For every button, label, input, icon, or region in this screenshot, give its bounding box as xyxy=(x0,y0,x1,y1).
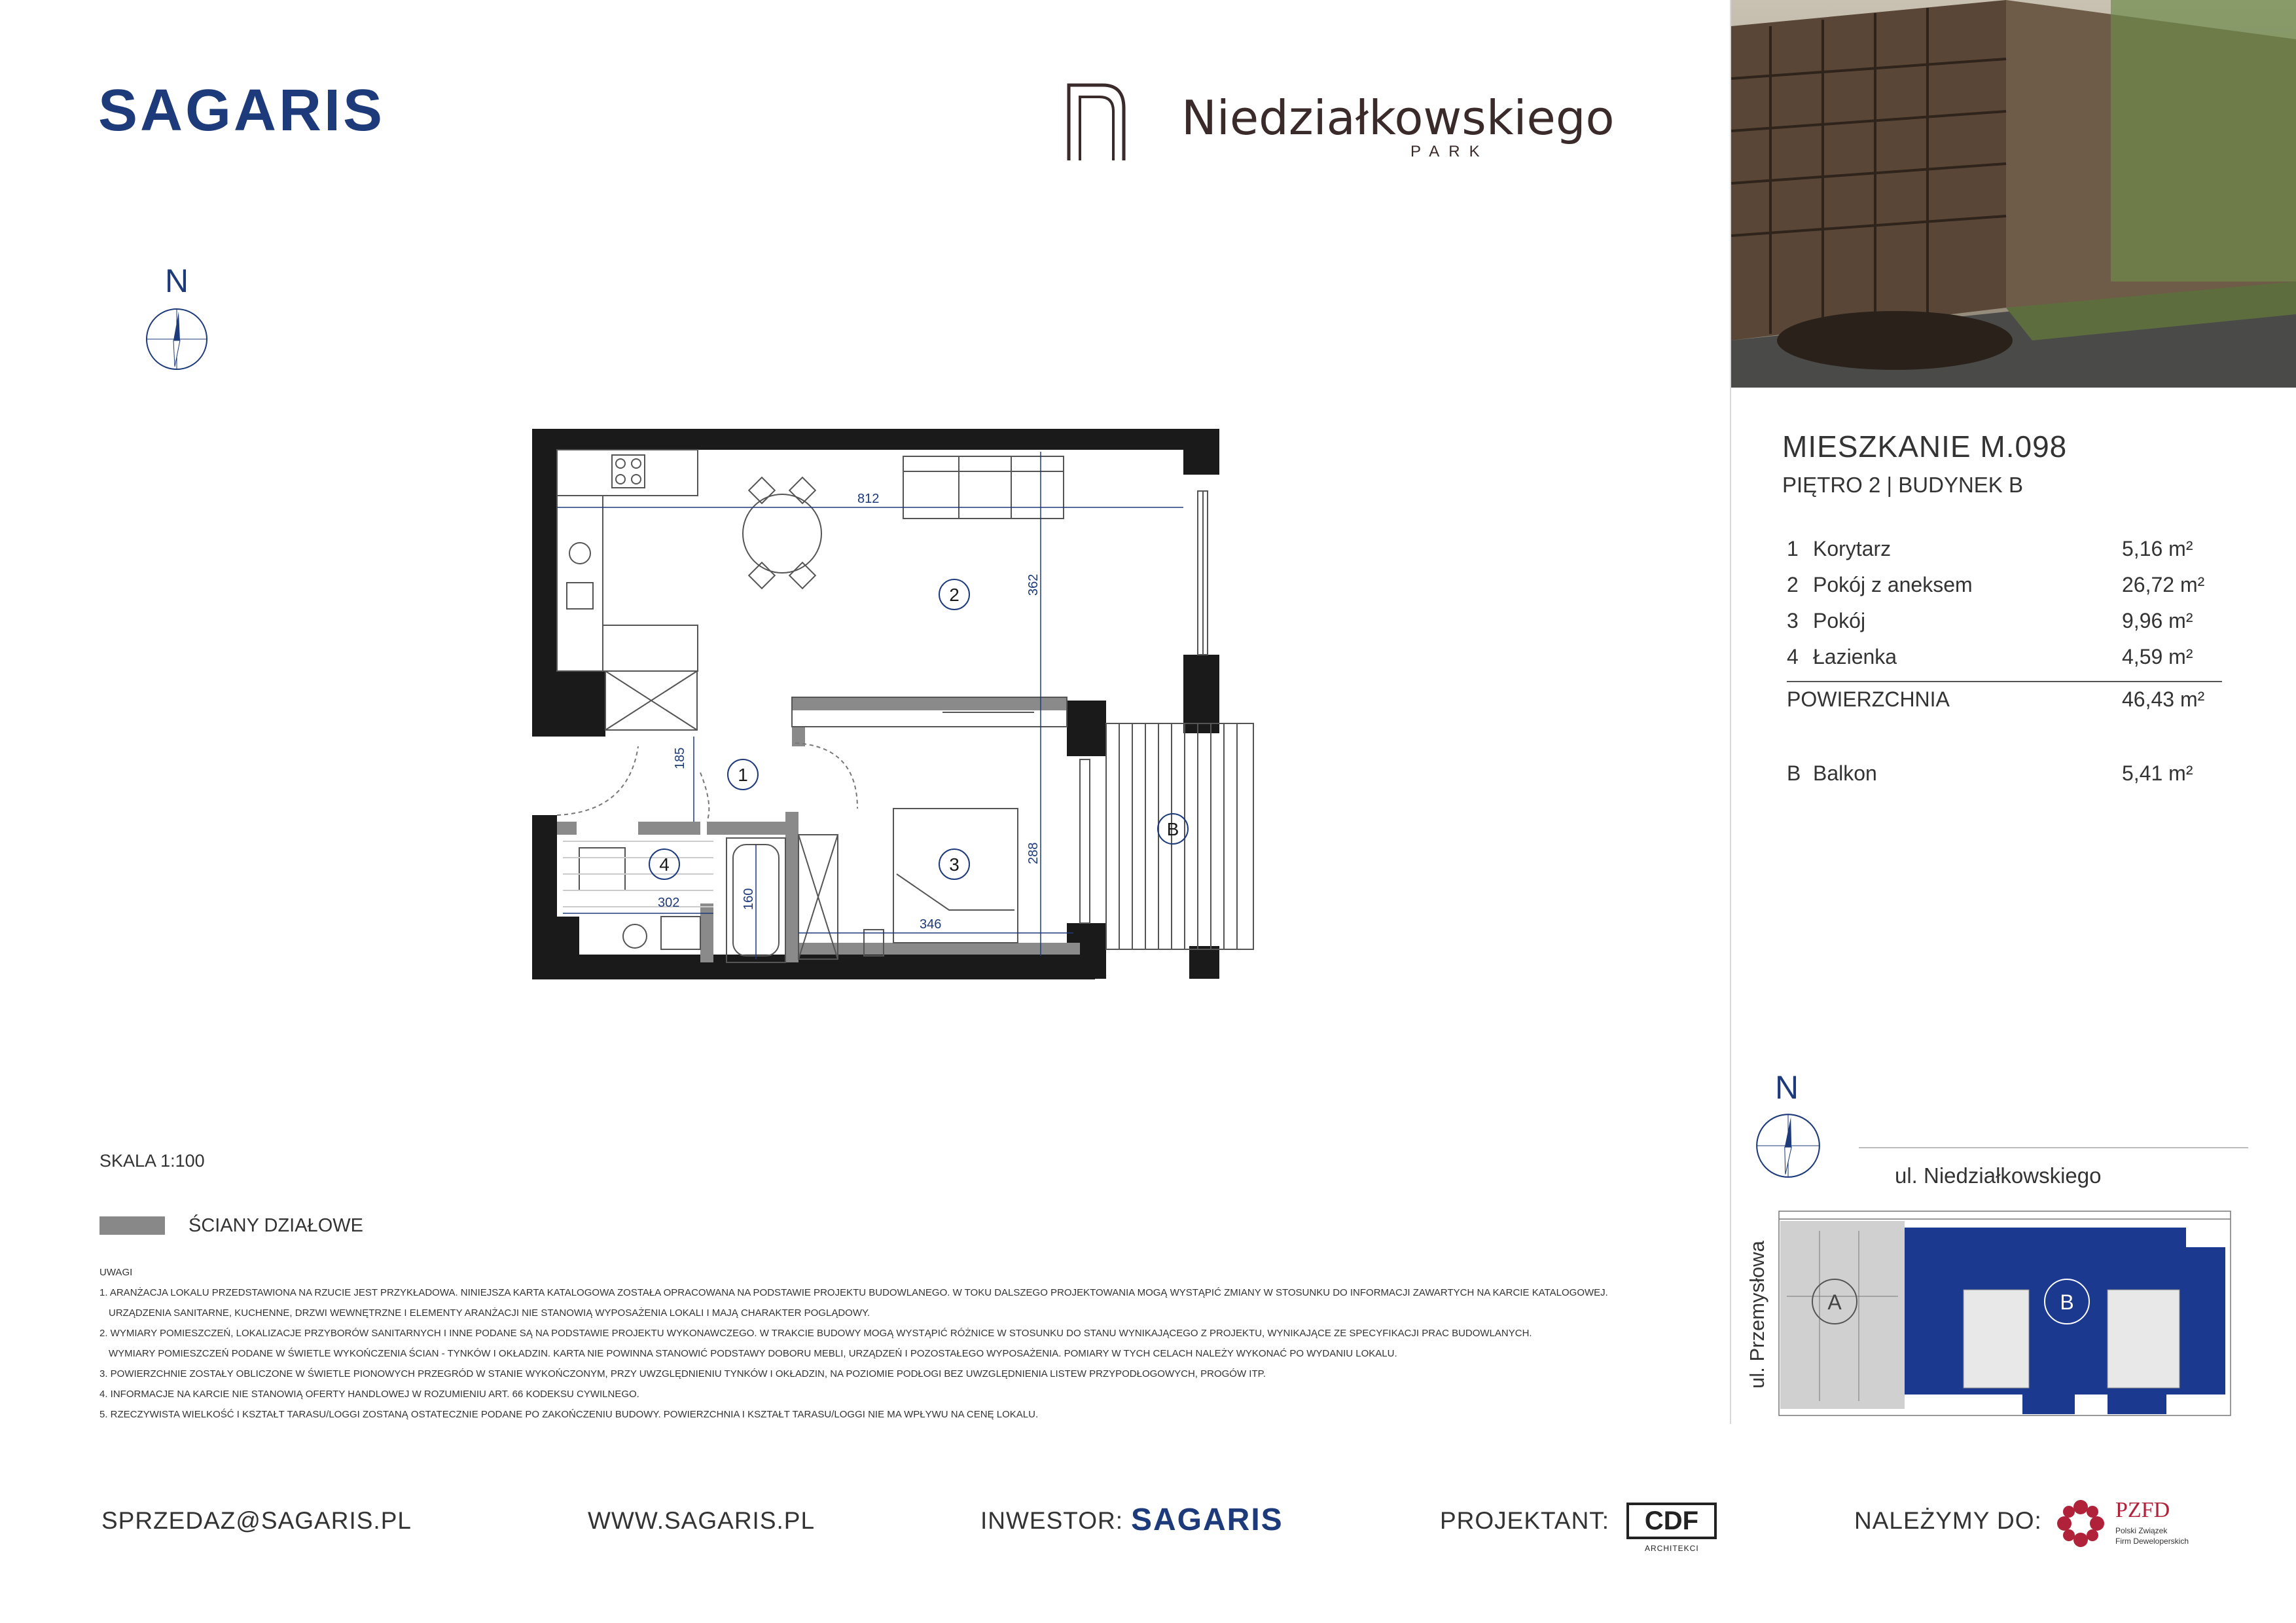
member-label: NALEŻYMY DO: xyxy=(1854,1507,2042,1534)
room-name: Korytarz xyxy=(1813,537,1892,560)
room-row xyxy=(1787,609,2222,645)
room-row xyxy=(1787,537,2222,573)
pzfd-name: PZFD xyxy=(2115,1498,2170,1522)
dim-label: 288 xyxy=(1026,842,1041,864)
balcony-name: Balkon xyxy=(1813,761,1877,785)
site-compass-label: N xyxy=(1775,1069,1799,1106)
balcony-no: B xyxy=(1787,761,1801,785)
balcony-area: 5,41 m² xyxy=(2122,761,2193,785)
balcony xyxy=(1106,723,1253,949)
project-logo-mark xyxy=(1064,79,1129,164)
note-line: 3. POWIERZCHNIE ZOSTAŁY OBLICZONE W ŚWIETLE PIONOWYCH PRZEGRÓD W STANIE WYKOŃCZONYM, PRZY UWZGLĘDNIENIU TYNKÓW I OKŁADZIN, NA POZIOMIE PODŁOGI BEZ UWZGLĘDNIENIA LISTEW PRZYPODŁOGOWYCH, PROGÓW ITP. xyxy=(99,1368,1266,1379)
site-compass xyxy=(1754,1068,1826,1180)
note-line: WYMIARY POMIESZCZEŃ PODANE W ŚWIETLE WYKOŃCZENIA ŚCIAN - TYNKÓW I OKŁADZIN. KARTA NIE POWINNA STANOWIĆ PODSTAWY DOBORU MEBLI, URZĄDZEŃ I POZOSTAŁEGO WYPOSAŻENIA. POMIARY W TYCH CELACH NALEŻY WYKONAĆ PO WYDANIU LOKALU. xyxy=(109,1348,1397,1359)
room-name: Łazienka xyxy=(1813,645,1897,668)
designer-name: CDF xyxy=(1644,1506,1699,1535)
apartment-subtitle: PIĘTRO 2 | BUDYNEK B xyxy=(1782,473,2023,497)
legend-swatch xyxy=(99,1216,165,1235)
street-top-label: ul. Niedziałkowskiego xyxy=(1895,1163,2102,1188)
room-no: 1 xyxy=(1787,537,1799,560)
room-marker-1: 1 xyxy=(738,765,748,785)
room-no: 3 xyxy=(1787,609,1799,632)
compass-icon xyxy=(1754,1112,1822,1180)
building-b-label: B xyxy=(2060,1290,2074,1314)
scale-label: SKALA 1:100 xyxy=(99,1151,205,1171)
designer-sub: ARCHITEKCI xyxy=(1645,1544,1699,1553)
notes-heading: UWAGI xyxy=(99,1267,133,1278)
room-marker-4: 4 xyxy=(659,854,670,875)
compass-label: N xyxy=(165,263,189,299)
total-area: 46,43 m² xyxy=(2122,687,2205,711)
room-area: 9,96 m² xyxy=(2122,609,2193,632)
room-name: Pokój xyxy=(1813,609,1866,632)
note-line: 2. WYMIARY POMIESZCZEŃ, LOKALIZACJE PRZYBORÓW SANITARNYCH I INNE PODANE SĄ NA PODSTAWIE PROJEKTU WYKONAWCZEGO. W TRAKCIE BUDOWY MOGĄ WYSTĄPIĆ RÓŻNICE W STOSUNKU DO STANU WYNIKAJĄCEGO Z PROJEKTU, WYNIKAJĄCE ZE SPECYFIKACJI PRAC BUDOWLANYCH. xyxy=(99,1328,1532,1339)
sofa xyxy=(903,456,1064,519)
room-marker-b: B xyxy=(1166,819,1179,839)
room-area: 26,72 m² xyxy=(2122,573,2205,596)
note-line: 5. RZECZYWISTA WIELKOŚĆ I KSZTAŁT TARASU/LOGGI ZOSTANĄ OSTATECZNIE PODANE PO ZAKOŃCZENIU BUDOWY. POWIERZCHNIA I KSZTAŁT TARASU/LOGGI NIE MA WPŁYWU NA CENĘ LOKALU. xyxy=(99,1409,1039,1420)
partition-walls xyxy=(557,697,1080,962)
notes xyxy=(99,1267,1670,1420)
dim-label: 302 xyxy=(658,896,680,910)
room-row xyxy=(1787,645,2222,682)
compass xyxy=(144,262,209,380)
compass-icon xyxy=(144,306,209,372)
pzfd-sub2: Firm Deweloperskich xyxy=(2115,1537,2189,1546)
legend-label: ŚCIANY DZIAŁOWE xyxy=(188,1215,363,1236)
brand-logo: SAGARIS xyxy=(98,78,386,143)
building-rendering xyxy=(1731,0,2296,388)
pzfd-sub1: Polski Związek xyxy=(2115,1526,2168,1535)
total-row xyxy=(1787,687,2222,723)
room-area: 4,59 m² xyxy=(2122,645,2193,668)
building-a-label: A xyxy=(1827,1290,1842,1314)
dim-label: 185 xyxy=(673,747,687,769)
site-map-line xyxy=(1859,1147,2248,1148)
room-row xyxy=(1787,573,2222,609)
designer-label: PROJEKTANT: xyxy=(1440,1507,1610,1534)
dining-table xyxy=(743,477,821,589)
dim-label: 346 xyxy=(920,917,942,932)
apartment-title: MIESZKANIE M.098 xyxy=(1782,429,2068,464)
pzfd-flower-icon xyxy=(2055,1498,2106,1549)
project-sub: PARK xyxy=(1410,143,1489,160)
door-swings xyxy=(557,743,857,822)
room-no: 2 xyxy=(1787,573,1799,596)
room-marker-3: 3 xyxy=(949,854,960,875)
note-line: 1. ARANŻACJA LOKALU PRZEDSTAWIONA NA RZUCIE JEST PRZYKŁADOWA. NINIEJSZA KARTA KATALOGOWA ZOSTAŁA OPRACOWANA NA PODSTAWIE PROJEKTU BUDOWLANEGO. W TOKU DALSZEGO PROJEKTOWANIA MOGĄ WYSTĄPIĆ ZMIANY W STOSUNKU DO INFORMACJI ZAWARTYCH NA KARCIE KATALOGOWEJ. xyxy=(99,1287,1608,1298)
balcony-row xyxy=(1787,761,2222,797)
floor-plan xyxy=(511,419,1296,995)
rooms-table xyxy=(1787,537,2222,797)
street-left-label: ul. Przemysłowa xyxy=(1746,1241,1768,1389)
dim-label: 812 xyxy=(857,492,880,506)
footer-website[interactable]: WWW.SAGARIS.PL xyxy=(588,1507,816,1534)
room-no: 4 xyxy=(1787,645,1799,668)
dim-label: 362 xyxy=(1026,574,1041,596)
project-logo xyxy=(1064,79,1640,164)
room-area: 5,16 m² xyxy=(2122,537,2193,560)
footer-email[interactable]: SPRZEDAZ@SAGARIS.PL xyxy=(101,1507,412,1534)
dim-label: 160 xyxy=(742,888,756,910)
investor-label: INWESTOR: xyxy=(980,1507,1123,1534)
note-line: URZĄDZENIA SANITARNE, KUCHENNE, DRZWI WEWNĘTRZNE I ELEMENTY ARANŻACJI NIE STANOWIĄ WYPOSAŻENIA LOKALI I MAJĄ CHARAKTER POGLĄDOWY. xyxy=(109,1307,870,1319)
total-label: POWIERZCHNIA xyxy=(1787,687,1950,711)
room-name: Pokój z aneksem xyxy=(1813,573,1973,596)
bed xyxy=(864,809,1018,956)
investor-logo: SAGARIS xyxy=(1131,1503,1283,1537)
note-line: 4. INFORMACJE NA KARCIE NIE STANOWIĄ OFERTY HANDLOWEJ W ROZUMIENIU ART. 66 KODEKSU CYWILNEGO. xyxy=(99,1389,639,1400)
designer-logo xyxy=(1626,1503,1717,1539)
site-map xyxy=(1767,1205,2238,1421)
project-name: Niedziałkowskiego xyxy=(1181,90,1615,145)
room-marker-2: 2 xyxy=(949,585,960,605)
pzfd-logo xyxy=(2055,1498,2206,1550)
